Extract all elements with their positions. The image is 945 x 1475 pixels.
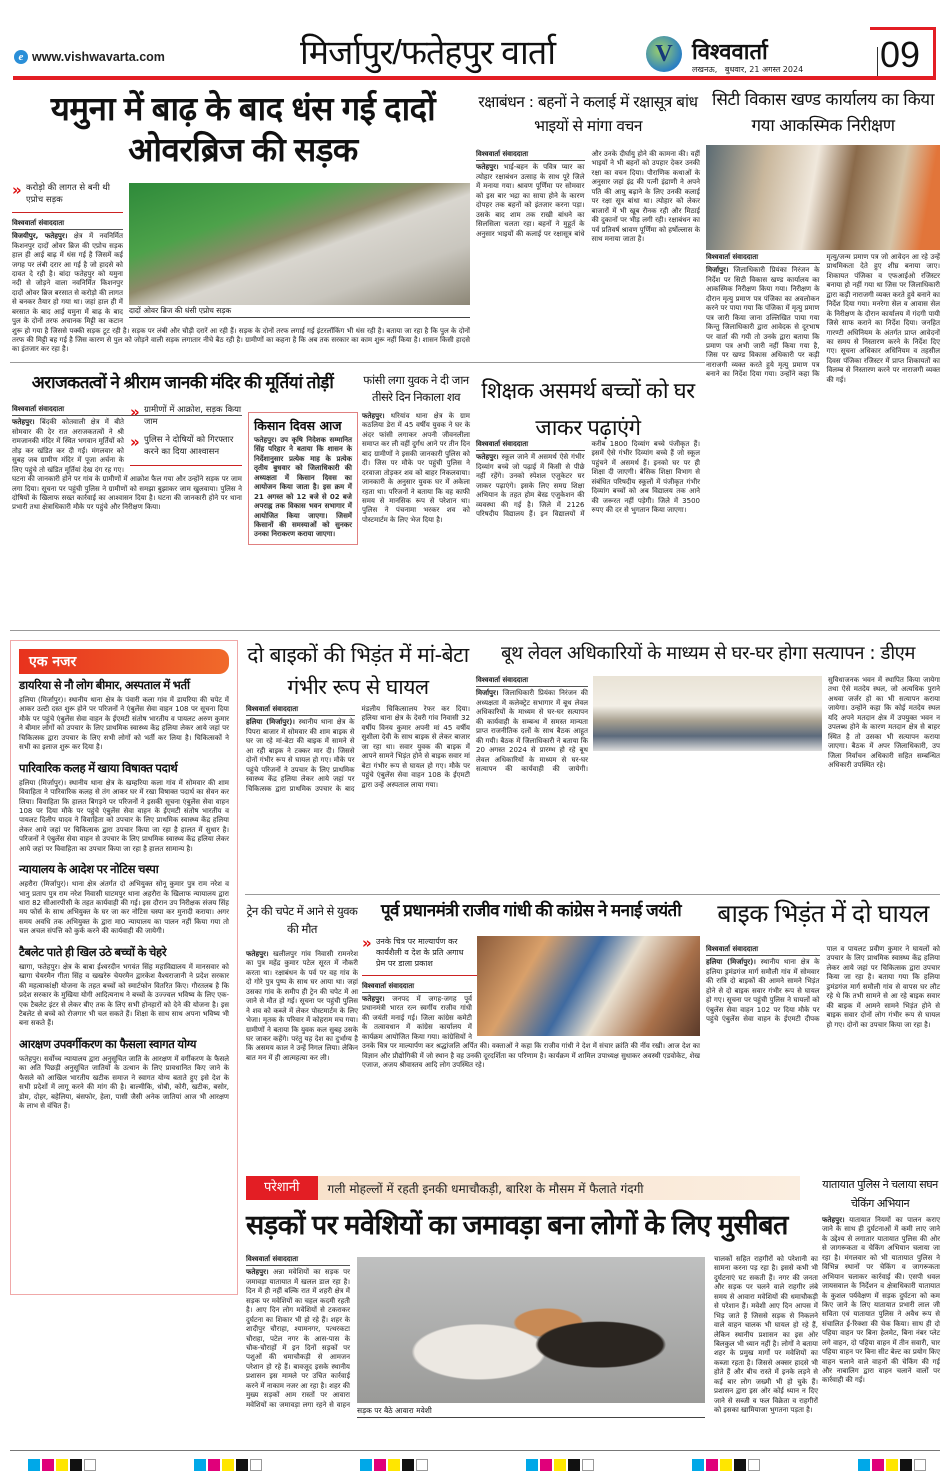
photo-block — [129, 183, 470, 318]
cmyk-mark-icon — [194, 1456, 264, 1475]
pareshani-kicker: गली मोहल्लों में रहती इनकी धमाचौकड़ी, बारिश के मौसम में फैलाते गंदगी — [327, 1181, 644, 1196]
headline-kisan: किसान दिवस आज — [254, 418, 342, 433]
article-body-shikshak: विश्ववार्ता संवाददाता फतेहपुर। स्कूल जाने में असमर्थ ऐसे गंभीर दिव्यांग बच्चे जो पढ़ाई में किसी से पीछे नहीं रहेंगे। उनको स्पेशल एजुकेटर घर जाकर पढ़ाएंगे। इसके लिए समग्र शिक्षा अभियान के तहत होम बेस्ड एजुकेशन की व्यवस्था की गई है। जिले में 2126 परिषदीय विद्यालय हैं। इन विद्यालयों में करीब 1800 दिव्यांग बच्चे पंजीकृत हैं। इसमें ऐसे गंभीर दिव्यांग बच्चे हैं जो स्कूल पहुंचने में असमर्थ हैं। इनको घर पर ही शिक्षा दी जाएगी। बेसिक शिक्षा विभाग से संबंधित परिषदीय स्कूलों में पंजीकृत गंभीर दिव्यांग बच्चों को अब विद्यालय तक आने की जरूरत नहीं पड़ेगी। जिले में 3500 रुपए की दर से भुगतान किया जाएगा। — [476, 440, 700, 519]
photo-cracked-road — [129, 183, 470, 305]
headline-yatayat: यातायात पुलिस ने चलाया सघन चेकिंग अभियान — [822, 1178, 938, 1210]
ek-nazar-label: एक नजर — [19, 649, 229, 674]
photo-caption-cattle: सड़क पर बैठे आवारा मवेशी — [357, 1405, 705, 1418]
row-divider — [245, 894, 940, 895]
masthead — [0, 0, 945, 80]
article-rajiv — [362, 936, 700, 1071]
cmyk-mark-icon — [526, 1456, 596, 1475]
photo-caption: दादों ओवर ब्रिज की धंसी एप्रोच सड़क — [129, 305, 470, 318]
section-title: मिर्जापुर/फतेहपुर वार्ता — [300, 34, 556, 72]
footer-rule — [10, 1450, 940, 1451]
article-body-fansi: फतेहपुर। थरियांव थाना क्षेत्र के ग्राम कठलिया डेरा में 45 वर्षीय युवक ने घर के अंदर फांसी लगाकर अपनी जीवनलीला समाप्त कर ली वहीं दुर्गंध आने पर तीन दिन बाद ग्रामीणों ने इसकी जानकारी पुलिस को दी। जिस पर मौके पर पहुंची पुलिस ने दरवाजा तोड़कर शव को बाहर निकलवाया। जानकारी के अनुसार युवक घर में अकेला रहता था। परिजनों ने बताया कि वह काफी समय से मानसिक रूप से परेशान था। पुलिस ने पंचनामा भरकर शव को पोस्टमार्टम के लिए भेज दिया है। — [362, 412, 470, 524]
article-yamuna — [12, 183, 470, 355]
headline-raksha: रक्षाबंधन : बहनों ने कलाई में रक्षासूत्र बांध भाइयों से मांगा वचन — [478, 93, 698, 136]
news-item: पारिवारिक कलह में खाया विषाक्त पदार्थ हलिया (मिर्जापुर)। स्थानीय थाना क्षेत्र के खम्हरिया कला गांव में सोमवार की शाम विवाहिता ने पारिवारिक कलह से तंग आकर घर में रखा विषाक्त पदार्थ का सेवन कर लिया। विवाहिता कि हालत बिगड़ने पर परिजनों ने इसकी सूचना एंबुलेंस सेवा वाहन 108 पर दिया मौके पर पहुंचे एंबुलेंस सेवा वाहन के ईएमटी संतोष भारतीय व पायलट दिलीप यादव ने विवाहिता को उपचार के लिए प्राथमिक स्वास्थ्य केंद्र हलिया लेकर आये जहां पर चिकित्सक द्वारा उपचार किया जा रहा है हालत में सुधार है। परिजनों ने एंबुलेंस सेवा वाहन से उपचार के लिए प्राथमिक स्वास्थ्य केंद्र हलिया लेकर आये जहां पर विवाहिता का उपचार किया जा रहा है हालत सामान्य है। — [19, 762, 229, 853]
article-body-train: फतेहपुर। खलीलपुर गांव निवासी रामनरेश का पुत्र महेंद्र कुमार पटेल सूरत में नौकरी करता था। रक्षाबंधन के पर्व पर वह गांव के दो गोरे पुत्र पुष्प के साथ घर आया था। जहां उसका गांव के समीप ही ट्रेन की चपेट में आ जाने से मौत हो गई। सूचना पर पहुंची पुलिस ने शव को कब्जे में लेकर पोस्टमार्टम के लिए भेजा। मृतक के परिवार में कोहराम मच गया। ग्रामीणों ने बताया कि युवक कल सुबह उसके घर जाकर कहेंगे। परंतु यह देश का दुर्भाग्य है कि असमय काल ने उन्हें निगल लिया। लेकिन बात मन में ही आत्महत्या कर ली। — [246, 950, 358, 1062]
news-item: टैबलेट पाते ही खिल उठे बच्चों के चेहरे खागा, फतेहपुर। क्षेत्र के बाबा ईश्वरदीन भगवंत सिंह महाविद्यालय में मानसवार को खागा चेयरमैन गीता सिंह व खखरेरु चेयरमैन द्वारकेश वैश्यराजानी ने प्रदेश सरकार की महत्वाकांक्षी योजना के तहत बच्चों को स्मार्टफोन वितरित किए। गौरतलब है कि प्रदेश सरकार के मुखिया योगी आदित्यनाथ ने बच्चों के उज्ज्वल भविष्य के लिए एक-एक टैबलेट इंटर से लेकर बीए तक के लिए सभी होनहारों को देने की योजना है। इस टैबलेट से बच्चे को रोजगार भी चल सकते हैं। शिक्षा के साथ साथ अपना भविष्य भी बना सकते हैं। — [19, 946, 229, 1028]
cmyk-mark-icon — [360, 1456, 430, 1475]
headline-do-bike: दो बाइकों की भिड़ंत में मां-बेटा गंभीर रूप से घायल — [247, 643, 469, 699]
article-body-city-vikas: विश्ववार्ता संवाददाता मिर्जापुर। जिलाधिकारी प्रियंका निरंजन के निर्देश पर सिटी विकास खण्ड कार्यालय का आकस्मिक निरीक्षण किया गया। निरीक्षण के दौरान मृत्यु प्रमाण पत्र पंजिका का अवलोकन करने पर पाया गया कि पंजिका में मृत्यु प्रमाण पत्र जारी किया जाना उल्लिखित पाया गया किन्तु जिलाधिकारी द्वारा आवेदक से दूरभाष पर वार्ता की गयी तो उनके द्वारा बताया कि प्रमाण पत्र अभी जारी नहीं किया गया है, जिस पर खण्ड विकास अधिकारी पर कड़ी नाराजगी व्यक्त करते हुये मृत्यु प्रमाण पत्र बनाने का निर्देश दिया गया। उन्होंने कहा कि मृत्यु/जन्म प्रमाण पत्र जो आवेदन आ रहे उन्हें प्राथमिकता देते हुए शीघ्र बनाया जाए। शिकायत पंजिका व एफआईओ रजिस्टर बनाया हो नहीं गया था जिस पर जिलाधिकारी द्वारा कड़ी नाराजगी व्यक्त करते हुये बनाने का निर्देश दिया गया। मनरेगा सेल व आवास सेल के निरीक्षण के दौरान कार्यालय में गंदगी पायी जिसे साफ कराने का निर्देश दिया। जनहित गारण्टी अधिनियम के अंतर्गत प्राप्त आवेदनों का समय से निस्तारण करने के निर्देश दिए गए। सूचना अधिकार अधिनियम व तहसील दिवस पंजिका रजिस्टर में प्राप्त शिकायतों का विलम्ब से निस्तारण करने पर नाराजगी व्यक्त की गई। — [706, 253, 940, 384]
photo-inspection — [706, 145, 940, 250]
news-item: न्यायालय के आदेश पर नोटिस चस्पा अहरौरा (मिर्जापुर)। थाना क्षेत्र अंतर्गत दो अभियुक्त सोनू कुमार पुत्र राम नरेश व भानु प्रताप पुत्र राम नरेश निवासी घाटमपुर थाना अहरौरा के खिलाफ न्यायालय द्वारा धारा 82 सीआरपीसी के तहत कार्यवाही की गई। इस दौरान उप निरीक्षक संजय सिंह मय फोर्स के साथ अभियुक्त के घर जा कर नोटिस चस्पा कर मुनादी कराया। अगर समय अवधि तक अभियुक्त के द्वारा मा0 न्यायालय का पालन नहीं किया गया तो चल अचल संपत्ति को कुर्क करने की कार्यवाही की जायेगी। — [19, 864, 229, 936]
cmyk-mark-icon — [692, 1456, 762, 1475]
article-body-yamuna: विश्ववार्ता संवाददाता विजयीपुर, फतेहपुर। क्षेत्र में नवनिर्मित किशनपुर दादों ओवर ब्रिज की एप्रोच सड़क हाल ही आई बाढ़ में धंस गई है जिसमें कई जगह पर लंबी दरार आ गई है जो हादसे को दावत दे रही है। बांदा फतेहपुर को यमुना नदी से जोड़ने वाला नवनिर्मित किशनपुर दादों ओवर ब्रिज बरसात से करोड़ो की लागत से बनकर तैयार हो गया था। जहां हाल ही में बरसात के बाद आई यमुना में बाढ़ के बाद पुल के दोनों तरफ अचानक मिट्टी का कटान शुरू हो गया है जिससे पक्की सड़क टूट रही है। सड़क पर लंबी और चौड़ी दरारें आ रही हैं। सड़क के दोनों तरफ लगाई गई इंटरलॉकिंग भी धंस रही है। बताया जा रहा है कि पुल के दोनों तरफ की मिट्टी बह गई है जिस कारण से पुल को जोड़ने वाली सड़क लगातार नीचे बैठ रही है। ग्रामीणों का कहना है कि अब तक सरकार का काम शुरू नहीं किया है। शासन किसी हादसे का इंतजार कर रहा है। — [12, 218, 470, 354]
headline-city-vikas: सिटी विकास खण्ड कार्यालय का किया गया आकस्मिक निरीक्षण — [711, 90, 935, 136]
headline-maveshi: सड़कों पर मवेशियों का जमावड़ा बना लोगों के लिए मुसीबत — [246, 1210, 788, 1240]
article-body-raksha: विश्ववार्ता संवाददाता फतेहपुर। भाई-बहन के पवित्र प्यार का त्योहार रक्षाबंधन उत्साह के साथ पूरे जिले में मनाया गया। श्रावण पूर्णिमा पर सोमवार को इस बार भद्रा का साया होने के कारण दोपहर तक बहनों को इंतजार करना पड़ा। उसके बाद शाम तक राखी बांधने का सिलसिला चलता रहा। बहनों ने मुहूर्त के अनुसार भाइयों की कलाई पर रक्षासूत्र बांधे और उनके दीर्घायु होने की कामना की। वहीं भाइयों ने भी बहनों को उपहार देकर उनकी रक्षा का वचन दिया। पौराणिक कथाओं के अनुसार जहां इंद्र की पत्नी इंद्राणी ने अपने पति की आयु बढ़ाने के लिए उनकी कलाई पर रक्षा सूत्र बांधा था। त्योहार को लेकर बाजारों में भी खूब रौनक रही और मिठाई की दुकानों पर भीड़ लगी रही। रक्षाबंधन का पर्व प्रतिवर्ष श्रावण पूर्णिमा को हर्षोल्लास के साथ मनाया जाता है। — [476, 150, 700, 243]
page-number: 09 — [880, 34, 921, 75]
article-body-yatayat: फतेहपुर। यातायात नियमों का पालन कराए जाने के साथ ही दुर्घटनाओं में कमी लाए जाने के उद्देश्य से लगातार यातायात पुलिस की ओर से जागरूकता व चेकिंग अभियान चलाया जा रहा है। मंगलवार को भी यातायात पुलिस ने विभिन्न स्थानों पर चेकिंग व जागरूकता अभियान चलाकर कार्रवाई की। एसपी धवल जायसवाल के निर्देशन व क्षेत्राधिकारी यातायात के कुशल पर्यवेक्षण में सड़क दुर्घटना को कम किए जाने के लिए यातायात प्रभारी लाल जी सविता एवं यातायात पुलिस ने अवैध रूप से संचालित ई-रिक्शा की चेक किया। साथ ही दो पहिया वाहन पर बिना हेलमेट, बिना नंबर प्लेट लगे वाहन, दो पहिया वाहन में तीन सवारी, चार पहिया वाहन पर बिना सीट बेल्ट का प्रयोग किए वाहन चलाने वाले वाहनों की चेकिंग की गई और नाबालिग द्वारा वाहन चलाने वालों पर कार्रवाही की गई। — [822, 1216, 940, 1385]
row-divider — [10, 630, 940, 631]
website-link[interactable]: e www.vishwavarta.com — [14, 50, 165, 64]
headline-rajiv: पूर्व प्रधानमंत्री राजीव गांधी की कांग्रेस ने मनाई जयंती — [380, 901, 682, 920]
pullquote-rajiv: » उनके चित्र पर माल्यार्पण कर कार्यशैली व देश के प्रति अगाध प्रेम पर डाला प्रकाश — [362, 936, 700, 976]
kisan-diwas-box: किसान दिवस आज फतेहपुर। उप कृषि निदेशक सम्मानित सिंह परिहार ने बताया कि शासन के निर्देशानुसार प्रत्येक माह के प्रत्येक तृतीय बुधवार को जिलाधिकारी की अध्यक्षता में किसान दिवस का आयोजन किया जाता है। इस क्रम में 21 अगस्त को 12 बजे से 02 बजे अपराह्न तक विकास भवन सभागार में आयोजित किया जाएगा। जिसमें किसानों की समस्याओं को सुनकर उनका निराकरण कराया जाएगा। — [248, 412, 358, 545]
article-body-rajiv: विश्ववार्ता संवाददाता फतेहपुर। जनपद में जगह-जगह पूर्व प्रधानमंत्री भारत रत्न स्वर्गीय राजीव गांधी की जयंती मनाई गई। जिला कांग्रेस कमेटी के तत्वावधान में कांग्रेस कार्यालय में कार्यक्रम आयोजित किया गया। कांग्रेसियों ने उनके चित्र पर माल्यार्पण कर श्रद्धांजलि अर्पित की। वक्ताओं ने कहा कि राजीव गांधी ने देश में संचार क्रांति की नींव रखी। आज देश का विज्ञान और प्रौद्योगिकी में जो स्थान है वह उनकी दूरदर्शिता का परिणाम है। कार्यक्रम में शामिल उपाध्यक्ष सुधाकर अवस्थी एडवोकेट, शेख एजाज, अजय श्रीवास्तव आदि लोग उपस्थित रहे। — [362, 981, 700, 1070]
news-item: डायरिया से नौ लोग बीमार, अस्पताल में भर्ती हलिया (मिर्जापुर)। स्थानीय थाना क्षेत्र के पंवारी कला गांव में डायरिया की चपेट में आकर उल्टी दस्त शुरू होने पर परिजनों ने एंबुलेंस सेवा वाहन 108 पर सूचना दिया मौके पर पहुंचे एंबुलेंस सेवा वाहन के ईएमटी संतोष भारतीय व पायलट अरुण कुमार ने बीमार लोगों को उपचार के लिए प्राथमिक स्वास्थ्य केंद्र हलिया लेकर आये जहां पर चिकित्सक द्वारा उपचार के लिए सभी लोगों को भर्ती कर लिया है। चिकित्सकों ने सभी का इलाज शुरू कर दिया है। — [19, 680, 229, 752]
pullquote-yamuna: » करोड़ो की लागत से बनी थी एप्रोच सड़क — [12, 183, 123, 213]
pullquotes-arajak: » ग्रामीणों में आक्रोश, सड़क किया जाम » पुलिस ने दोषियों को गिरफ्तार करने का दिया आश्वासन — [130, 405, 242, 466]
brand-name: विश्ववार्ता — [692, 40, 768, 65]
page-number-frame — [870, 27, 936, 79]
headline-train: ट्रेन की चपेट में आने से युवक की मौत — [246, 904, 358, 937]
browser-e-icon: e — [14, 50, 28, 64]
pareshani-banner — [246, 1176, 800, 1200]
date-line: लखनऊ, बुधवार, 21 अगस्त 2024 — [692, 65, 804, 74]
article-body-maveshi: विश्ववार्ता संवाददाता फतेहपुर। अन्ना मवेशियों का सड़क पर जमावड़ा यातायात में खलल डाल रहा है। दिन में ही नहीं बल्कि रात में शहरी क्षेत्र में सड़क पर मवेशियों का चहल कदमी रहती है। आए दिन लोग मवेशियों से टकराकर दुर्घटना का शिकार भी हो रहे हैं। शहर के शादीपुर चौराहा, श्यामनगर, पत्थरकटा चौराहा, पटेल नगर के आस-पास के चौक-चौराहों में इन दिनों सड़कों पर पशुओं की धमाचौकड़ी से आमजन परेशान हो रहे हैं। बावजूद इसके स्थानीय प्रशासन इस मामले पर उचित कार्रवाई करने में नाकाम नजर आ रहा है। शहर की मुख्य सड़कों आम रास्तों पर आवारा मवेशियों का जमावड़ा लगा रहने से वाहन चालकों सहित राहगीरों को परेशानी का सामना करना पड़ रहा है। इससे कभी भी दुर्घटनाएं घट सकती हैं। नगर की जनता और सड़क पर चलने वाले राहगीर लंबे समय से आवारा मवेशियों की धमाचौकड़ी से परेशान हैं। मवेशी आए दिन आपस में भिड़ जाते हैं जिससे सड़क से निकलने वाले वाहन चालक भी घायल हो रहे हैं, लेकिन स्थानीय प्रशासन का इस ओर बिलकुल भी ध्यान नहीं है। लोगों ने बताया शहर के प्रमुख मार्गों पर मवेशियों का कब्जा रहता है। जिससे अक्सर हादसे भी होते हैं और बीच रास्ते में इनके लड़ने से कई बार लोग जख्मी भी हो चुके हैं। प्रशासन द्वारा इस ओर कोई ध्यान न दिए जाने से सब्जी व फल विक्रेता व राहगीरों को इसका खामियाजा भुगतना पड़ता है। — [246, 1255, 818, 1414]
pareshani-tag: परेशानी — [246, 1176, 318, 1200]
headline-fansi: फांसी लगा युवक ने दी जान तीसरे दिन निकाला शव — [363, 373, 469, 405]
cmyk-mark-icon — [858, 1456, 928, 1475]
headline-arajak: अराजकतत्वों ने श्रीराम जानकी मंदिर की मूर्तियां तोड़ीं — [31, 373, 334, 392]
ek-nazar-box — [10, 640, 238, 1295]
cmyk-mark-icon — [28, 1456, 98, 1475]
article-body-arajak: विश्ववार्ता संवाददाता फतेहपुर। बिंदकी कोतवाली क्षेत्र में बीते सोमवार की देर रात अराजकतत्वों ने श्री रामजानकी मंदिर में स्थित भगवान मूर्तियों को तोड़ कर खंडित कर दी गईं। मंगलवार को सुबह जब ग्रामीण मंदिर में पूजा अर्चना के लिए पहुंचे तो खंडित मूर्तियां देख दंग रह गए। घटना की जानकारी होने पर गांव के ग्रामीणों में आक्रोश फैल गया और उन्होंने सड़क पर जाम लगा दिया। सूचना पर पहुंची पुलिस ने ग्रामीणों को समझा बुझाकर जाम खुलवाया। पुलिस ने दोषियों के खिलाफ सख्त कार्रवाई का आश्वासन दिया है। घटना की जानकारी होने पर थाना प्रभारी तथा क्षेत्राधिकारी मौके पर पहुंचे और निरीक्षण किया। — [12, 405, 242, 512]
color-registration-marks — [28, 1456, 928, 1475]
article-arajak — [12, 405, 242, 513]
headline-shikshak: शिक्षक असमर्थ बच्चों को घर जाकर पढ़ाएंगे — [481, 378, 695, 441]
headline-yamuna: यमुना में बाढ़ के बाद धंस गई दादों ओवरब्रिज की सड़क — [50, 90, 436, 169]
row-divider — [10, 362, 705, 363]
brand-logo-icon: V — [646, 36, 682, 72]
news-item: आरक्षण उपवर्गीकरण का फैसला स्वागत योग्य फतेहपुर। सर्वोच्च न्यायालय द्वारा अनुसूचित जाति के आरक्षण में वर्गीकरण के फैसले का अति पिछड़ी अनुसूचित जातियों के उत्थान के लिए प्रावधानित किए जाने के फैसले को आखिल भारतीय खटीक समाज ने स्वागत योग्य बताते हुए इसे देश के सभी प्रदेशों में लागू करने की मांग की है। बाल्मीकि, धोबी, कोरी, खटीक, बसोर, डोम, दोहर, बहेलिया, बंसफोर, हेला, पासी जैसी अनेक जातियां आज भी आरक्षण के लाभ से वंचित हैं। — [19, 1038, 229, 1110]
headline-booth: बूथ लेवल अधिकारियों के माध्यम से घर-घर होगा सत्यापन : डीएम — [501, 643, 915, 664]
header-red-rule — [13, 76, 936, 80]
article-body-bike-do: विश्ववार्ता संवाददाता हलिया (मिर्जापुर)। स्थानीय थाना क्षेत्र के हलिया ड्रमंडगंज मार्ग समौली गांव में सोमवार की रात्रि दो बाइकों की आमने सामने भिड़ंत होने से दो बाइक सवार गंभीर रूप से घायल हो गए। सूचना पर पहुंची पुलिस ने घायलों को एंबुलेंस सेवा वाहन 102 पर दिया मौके पर पहुंचे एंबुलेंस सेवा वाहन के ईएमटी दीपक पाल व पायलट प्रवीण कुमार ने घायलों को उपचार के लिए प्राथमिक स्वास्थ्य केंद्र हलिया लेकर आये जहां पर चिकित्सक द्वारा उपचार किया जा रहा है। बताया गया कि हलिया ड्रमंडगंज मार्ग समौली गांव से वापस घर लौट रहे थे कि तभी सामने से आ रहे बाइक सवार की बाइक में आमने सामने भिड़ंत होने से बाइक सवार दोनों लोग गंभीर रूप से घायल हो गए। दोनों का उपचार किया जा रहा है। — [706, 945, 940, 1029]
article-body-booth: विश्ववार्ता संवाददाता मिर्जापुर। जिलाधिकारी प्रियंका निरंजन की अध्यक्षता में कलेक्ट्रेट सभागार में बूथ लेवल अधिकारियों के माध्यम से घर-घर सत्यापन की कार्यवाही के सम्बन्ध में समस्त मान्यता प्राप्त राजनीतिक दलों के साथ बैठक आहूत की गयी। बैठक में जिलाधिकारी ने बताया कि 20 अगस्त 2024 से प्रारम्भ हो रहे बूथ लेवल अधिकारियों के माध्यम से घर-घर सत्यापन की कार्यवाही की जायेगी। सुविधाजनक भवन में स्थापित किया जायेगा तथा ऐसे मतदेय स्थल, जो अत्यधिक पुराने अथवा जर्जर हो का भी सत्यापन कराया जायेगा। उन्होंने कहा कि कोई मतदेय स्थल यदि अपने मतदान क्षेत्र में उपयुक्त भवन न उपलब्ध होने के कारण मतदान क्षेत्र से बाहर स्थित है तो उसका भी सत्यापन कराया जाएगा। बैठक में अपर जिलाधिकारी, उप जिला निर्वाचन अधिकारी सहित सम्बन्धित अधिकारी उपस्थित रहे। — [476, 676, 940, 773]
headline-bike-do: बाइक भिड़ंत में दो घायल — [717, 900, 929, 928]
article-body-do-bike: विश्ववार्ता संवाददाता हलिया (मिर्जापुर)। स्थानीय थाना क्षेत्र के पिपरा बाजार में सोमवार की शाम बाइक से घर जा रहे मां-बेटा की बाइक में सामने से आ रही बाइक ने टक्कर मार दी। जिससे दोनों गंभीर रूप से घायल हो गए। मौके पर पहुंचे परिजनों ने उपचार के लिए प्राथमिक स्वास्थ्य केंद्र हलिया लेकर आये जहां पर चिकित्सक द्वारा प्राथमिक उपचार के बाद मंडलीय चिकित्सालय रेफर कर दिया। हलिया थाना क्षेत्र के देवरी गांव निवासी 32 वर्षीय विनय कुमार अपनी मां 45 वर्षीय सुशीला देवी के साथ बाइक से लेकर बाजार जा रहा था। सवार युवक की बाइक में आपने सामने भिड़ंत होने से बाइक सवार मां बेटा गंभीर रूप से घायल हो गए। मौके पर पहुंचे एंबुलेंस सेवा वाहन 108 के ईएमटी द्वारा उन्हें अस्पताल लाया गया। — [246, 705, 470, 793]
